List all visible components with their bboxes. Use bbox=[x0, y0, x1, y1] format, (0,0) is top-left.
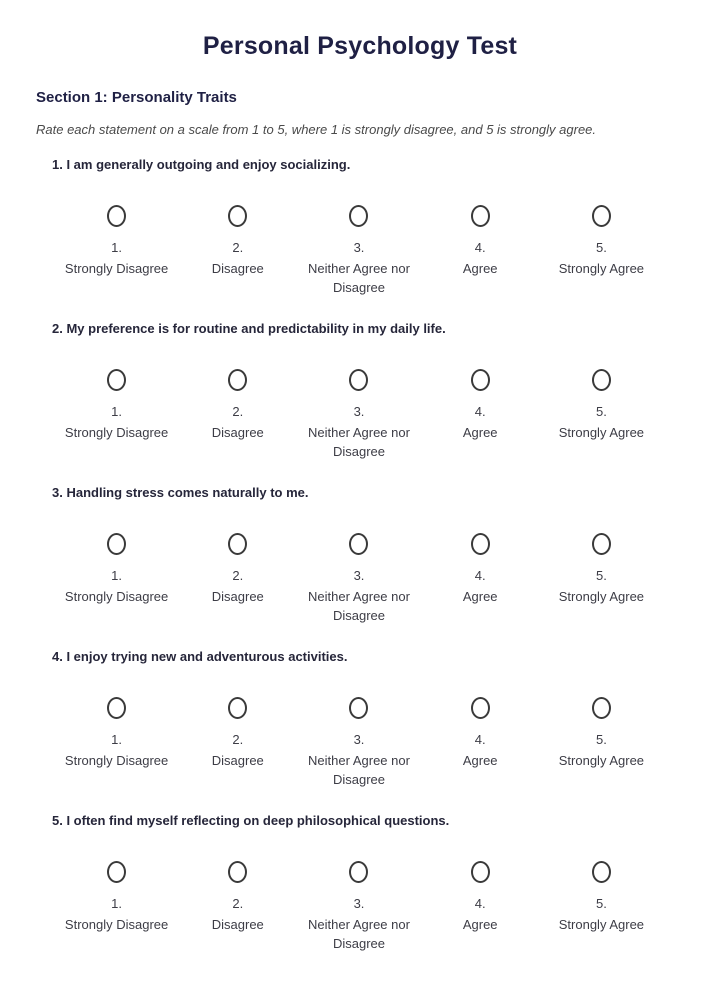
option-number: 5. bbox=[595, 896, 607, 911]
option-number: 1. bbox=[111, 732, 123, 747]
option-label: Agree bbox=[462, 261, 498, 276]
question-block bbox=[0, 649, 720, 789]
option-label: Strongly Disagree bbox=[64, 753, 169, 768]
option-label: Neither Agree nor Disagree bbox=[308, 425, 410, 459]
scale-option[interactable] bbox=[56, 369, 177, 461]
scale-option[interactable] bbox=[56, 861, 177, 953]
question-text: 4. I enjoy trying new and adventurous activities. bbox=[52, 649, 348, 664]
option-number: 4. bbox=[474, 732, 486, 747]
scale-option[interactable] bbox=[420, 861, 541, 953]
option-number: 5. bbox=[595, 240, 607, 255]
scale-option[interactable] bbox=[420, 533, 541, 625]
radio-button-icon[interactable] bbox=[349, 205, 368, 227]
option-label: Strongly Agree bbox=[558, 261, 645, 276]
scale-option[interactable] bbox=[541, 205, 662, 297]
question-text: 5. I often find myself reflecting on deep philosophical questions. bbox=[52, 813, 450, 828]
radio-button-icon[interactable] bbox=[349, 697, 368, 719]
option-label: Disagree bbox=[211, 261, 264, 276]
option-number: 3. bbox=[353, 240, 365, 255]
options-row bbox=[56, 861, 662, 953]
option-number: 3. bbox=[353, 568, 365, 583]
scale-option[interactable] bbox=[298, 369, 419, 461]
option-number: 4. bbox=[474, 896, 486, 911]
radio-button-icon[interactable] bbox=[592, 369, 611, 391]
radio-button-icon[interactable] bbox=[471, 369, 490, 391]
radio-button-icon[interactable] bbox=[107, 205, 126, 227]
scale-option[interactable] bbox=[298, 533, 419, 625]
option-label: Agree bbox=[462, 753, 498, 768]
option-number: 1. bbox=[111, 896, 123, 911]
scale-option[interactable] bbox=[541, 369, 662, 461]
options-row bbox=[56, 369, 662, 461]
scale-option[interactable] bbox=[177, 533, 298, 625]
scale-option[interactable] bbox=[420, 697, 541, 789]
radio-button-icon[interactable] bbox=[228, 861, 247, 883]
option-number: 4. bbox=[474, 404, 486, 419]
option-number: 2. bbox=[232, 240, 244, 255]
option-label: Strongly Agree bbox=[558, 425, 645, 440]
option-label: Strongly Disagree bbox=[64, 425, 169, 440]
options-row bbox=[56, 533, 662, 625]
option-label: Strongly Disagree bbox=[64, 589, 169, 604]
scale-option[interactable] bbox=[56, 533, 177, 625]
option-number: 4. bbox=[474, 568, 486, 583]
section-heading: Section 1: Personality Traits bbox=[36, 89, 237, 106]
option-label: Neither Agree nor Disagree bbox=[308, 261, 410, 295]
option-number: 2. bbox=[232, 732, 244, 747]
radio-button-icon[interactable] bbox=[592, 533, 611, 555]
scale-option[interactable] bbox=[298, 861, 419, 953]
scale-option[interactable] bbox=[177, 697, 298, 789]
options-row bbox=[56, 205, 662, 297]
option-number: 1. bbox=[111, 568, 123, 583]
radio-button-icon[interactable] bbox=[471, 861, 490, 883]
scale-option[interactable] bbox=[177, 369, 298, 461]
scale-option[interactable] bbox=[298, 697, 419, 789]
scale-option[interactable] bbox=[541, 697, 662, 789]
option-label: Disagree bbox=[211, 589, 264, 604]
scale-option[interactable] bbox=[177, 861, 298, 953]
option-number: 5. bbox=[595, 404, 607, 419]
scale-option[interactable] bbox=[420, 369, 541, 461]
scale-option[interactable] bbox=[56, 205, 177, 297]
radio-button-icon[interactable] bbox=[228, 533, 247, 555]
question-text: 3. Handling stress comes naturally to me. bbox=[52, 485, 309, 500]
radio-button-icon[interactable] bbox=[349, 861, 368, 883]
radio-button-icon[interactable] bbox=[592, 697, 611, 719]
scale-option[interactable] bbox=[541, 861, 662, 953]
option-label: Disagree bbox=[211, 917, 264, 932]
radio-button-icon[interactable] bbox=[228, 697, 247, 719]
radio-button-icon[interactable] bbox=[228, 369, 247, 391]
option-label: Neither Agree nor Disagree bbox=[308, 753, 410, 787]
option-label: Neither Agree nor Disagree bbox=[308, 589, 410, 623]
option-label: Agree bbox=[462, 589, 498, 604]
scale-option[interactable] bbox=[177, 205, 298, 297]
page-title: Personal Psychology Test bbox=[202, 32, 518, 60]
question-text: 2. My preference is for routine and predictability in my daily life. bbox=[52, 321, 446, 336]
option-label: Strongly Disagree bbox=[64, 261, 169, 276]
option-number: 2. bbox=[232, 568, 244, 583]
question-block bbox=[0, 157, 720, 297]
questions-list bbox=[0, 157, 720, 953]
radio-button-icon[interactable] bbox=[107, 533, 126, 555]
option-label: Disagree bbox=[211, 753, 264, 768]
scale-option[interactable] bbox=[420, 205, 541, 297]
radio-button-icon[interactable] bbox=[228, 205, 247, 227]
option-number: 5. bbox=[595, 568, 607, 583]
radio-button-icon[interactable] bbox=[107, 697, 126, 719]
option-number: 3. bbox=[353, 404, 365, 419]
scale-option[interactable] bbox=[541, 533, 662, 625]
option-label: Agree bbox=[462, 917, 498, 932]
radio-button-icon[interactable] bbox=[349, 533, 368, 555]
question-block bbox=[0, 813, 720, 953]
options-row bbox=[56, 697, 662, 789]
radio-button-icon[interactable] bbox=[592, 861, 611, 883]
option-number: 4. bbox=[474, 240, 486, 255]
section-instruction: Rate each statement on a scale from 1 to 5, where 1 is strongly disagree, and 5 is strongly agree. bbox=[36, 122, 597, 137]
scale-option[interactable] bbox=[56, 697, 177, 789]
radio-button-icon[interactable] bbox=[349, 369, 368, 391]
option-number: 3. bbox=[353, 896, 365, 911]
radio-button-icon[interactable] bbox=[107, 369, 126, 391]
option-label: Disagree bbox=[211, 425, 264, 440]
option-label: Strongly Agree bbox=[558, 917, 645, 932]
radio-button-icon[interactable] bbox=[107, 861, 126, 883]
option-number: 5. bbox=[595, 732, 607, 747]
scale-option[interactable] bbox=[298, 205, 419, 297]
radio-button-icon[interactable] bbox=[471, 205, 490, 227]
option-number: 2. bbox=[232, 404, 244, 419]
option-number: 1. bbox=[111, 404, 123, 419]
radio-button-icon[interactable] bbox=[471, 697, 490, 719]
option-label: Neither Agree nor Disagree bbox=[308, 917, 410, 951]
option-number: 3. bbox=[353, 732, 365, 747]
question-text: 1. I am generally outgoing and enjoy socializing. bbox=[52, 157, 351, 172]
option-label: Agree bbox=[462, 425, 498, 440]
radio-button-icon[interactable] bbox=[471, 533, 490, 555]
radio-button-icon[interactable] bbox=[592, 205, 611, 227]
option-label: Strongly Agree bbox=[558, 753, 645, 768]
option-label: Strongly Disagree bbox=[64, 917, 169, 932]
question-block bbox=[0, 321, 720, 461]
question-block bbox=[0, 485, 720, 625]
option-label: Strongly Agree bbox=[558, 589, 645, 604]
option-number: 2. bbox=[232, 896, 244, 911]
option-number: 1. bbox=[111, 240, 123, 255]
